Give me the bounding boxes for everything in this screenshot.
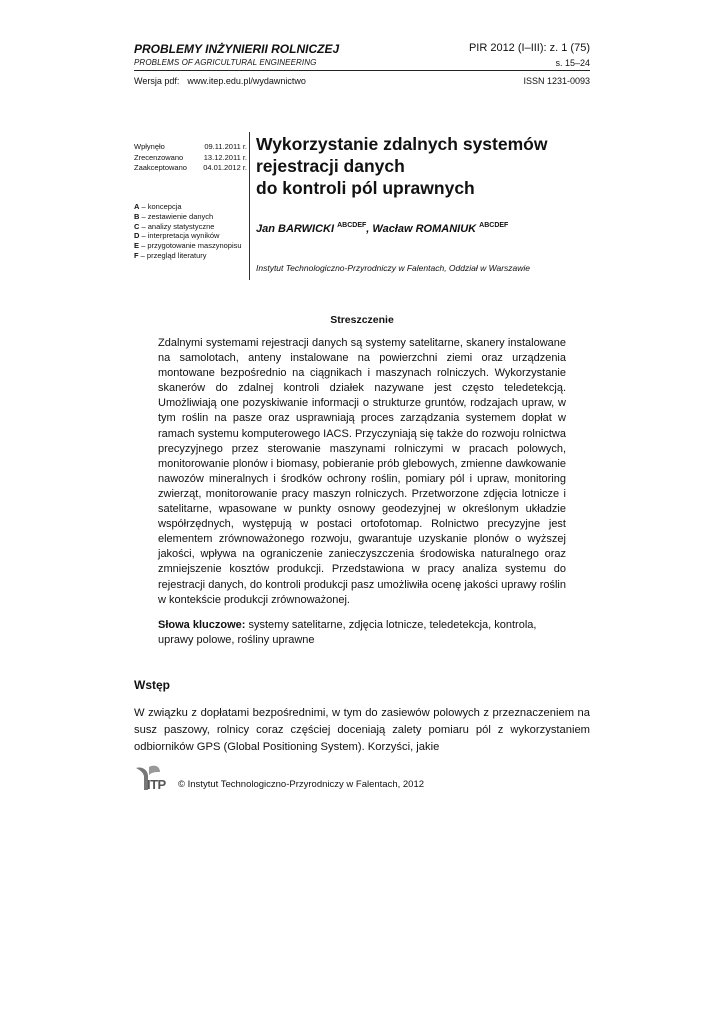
intro-heading: Wstęp	[134, 678, 170, 692]
contribution-item: A – koncepcja	[134, 202, 182, 211]
abstract-text: Zdalnymi systemami rejestracji danych są systemy satelitarne, skanery instalowane na samolotach, anteny instalowane na powierzchni ziemi oraz urządzenia montowane bezpośrednio na ciągnikach i maszynach rolniczych. Wykorzystanie skanerów do zdalnej kontroli działek nazywane jest często teledetekcją. Umożliwiają one pozyskiwanie informacji o strukturze gruntów, rodzajach upraw, w tym roślin na pasze oraz usprawniają proces zarządzania systemem dopłat w ramach systemu komputerowego IACS. Przyczyniają się także do rozwoju rolnictwa precyzyjnego przez sterowanie maszynami rolniczymi w pracach polowych, monitorowanie plonów i biomasy, pobieranie prób glebowych, zmienne dawkowanie nawozów mineralnych i środków ochrony roślin, pomiary pól i upraw, monitoring zwierząt, monitorowanie pracy maszyn rolniczych. Przetworzone zdjęcia lotnicze i satelitarne, wpasowane w punkty osnowy geodezyjnej w określonym układzie współrzędnych, występują w postaci ortofotomap. Rolnictwo precyzyjne jest elementem zrównoważonego rozwoju, gwarantuje uzyskanie plonów o wyższej jakości, wpływa na ograniczenie zanieczyszczenia środowiska naturalnego oraz zmniejszenie kosztów produkcji. Przedstawiona w pracy analiza systemu do rejestracji danych, do kontroli produkcji pasz umożliwiła ocenę jakości uprawy roślin w kontekście produkcji zrównoważonej.	[158, 337, 566, 606]
date-label: Zaakceptowano	[134, 163, 187, 172]
contribution-item: D – interpretacja wyników	[134, 231, 220, 241]
author-contribution-codes: ABCDEF	[337, 222, 367, 229]
pdf-label: Wersja pdf:	[134, 76, 180, 86]
copyright: © Instytut Technologiczno-Przyrodniczy w Falentach, 2012	[178, 779, 425, 790]
keywords-label: Słowa kluczowe:	[158, 619, 246, 631]
date-value: 09.11.2011 r.	[204, 142, 247, 151]
intro-text: W związku z dopłatami bezpośrednimi, w tym do zasiewów polowych z przeznaczeniem na susz paszowy, rolnicy coraz częściej doceniają zalety pomiaru pól z wykorzystaniem odbiorników GPS (Global Positioning System). Korzyści, jakie	[134, 707, 590, 753]
date-value: 13.12.2011 r.	[203, 152, 247, 162]
date-row	[134, 153, 247, 164]
date-label: Wpłynęło	[134, 142, 165, 151]
authors: Jan BARWICKI $^{ABCDEF}$, Wacław ROMANIUK $^{ABCDEF}$	[256, 222, 509, 235]
journal-title: PROBLEMY INŻYNIERII ROLNICZEJ	[134, 42, 340, 56]
header-divider	[134, 70, 590, 71]
contribution-item: E – przygotowanie maszynopisu	[134, 241, 242, 251]
journal-subtitle: PROBLEMS OF AGRICULTURAL ENGINEERING	[134, 58, 317, 67]
contribution-item: F – przegląd literatury	[134, 250, 207, 260]
author-contribution-codes: ABCDEF	[479, 222, 509, 229]
itp-logo	[134, 764, 172, 792]
keywords	[158, 618, 566, 648]
column-divider	[249, 132, 250, 280]
date-value: 04.01.2012 r.	[203, 163, 247, 172]
date-row	[134, 163, 247, 174]
keywords-list: systemy satelitarne, zdjęcia lotnicze, teledetekcja, kontrola, uprawy polowe, rośliny uprawne	[158, 619, 537, 647]
issn: ISSN 1231-0093	[523, 76, 590, 86]
submission-dates	[134, 142, 247, 174]
date-row	[134, 142, 247, 153]
contribution-legend	[134, 202, 242, 261]
pdf-url-link[interactable]: www.itep.edu.pl/wydawnictwo	[187, 76, 306, 86]
date-label: Zrecenzowano	[134, 152, 184, 162]
contribution-item: B – zestawienie danych	[134, 211, 214, 221]
contribution-item: C – analizy statystyczne	[134, 221, 215, 231]
affiliation: Instytut Technologiczno-Przyrodniczy w Falentach, Oddział w Warszawie	[256, 263, 531, 273]
footer	[134, 762, 424, 792]
author-name: Jan BARWICKI	[256, 223, 335, 235]
pdf-version-line	[134, 76, 306, 86]
abstract-heading: Streszczenie	[330, 314, 394, 326]
issue-reference: PIR 2012 (I–III): z. 1 (75)	[468, 42, 590, 54]
article-title: Wykorzystanie zdalnych systemów rejestracji danych do kontroli pól uprawnych	[256, 134, 548, 198]
logo-text: ITP	[147, 777, 166, 792]
author-name: Wacław ROMANIUK	[372, 223, 477, 235]
page-range: s. 15–24	[555, 58, 590, 68]
